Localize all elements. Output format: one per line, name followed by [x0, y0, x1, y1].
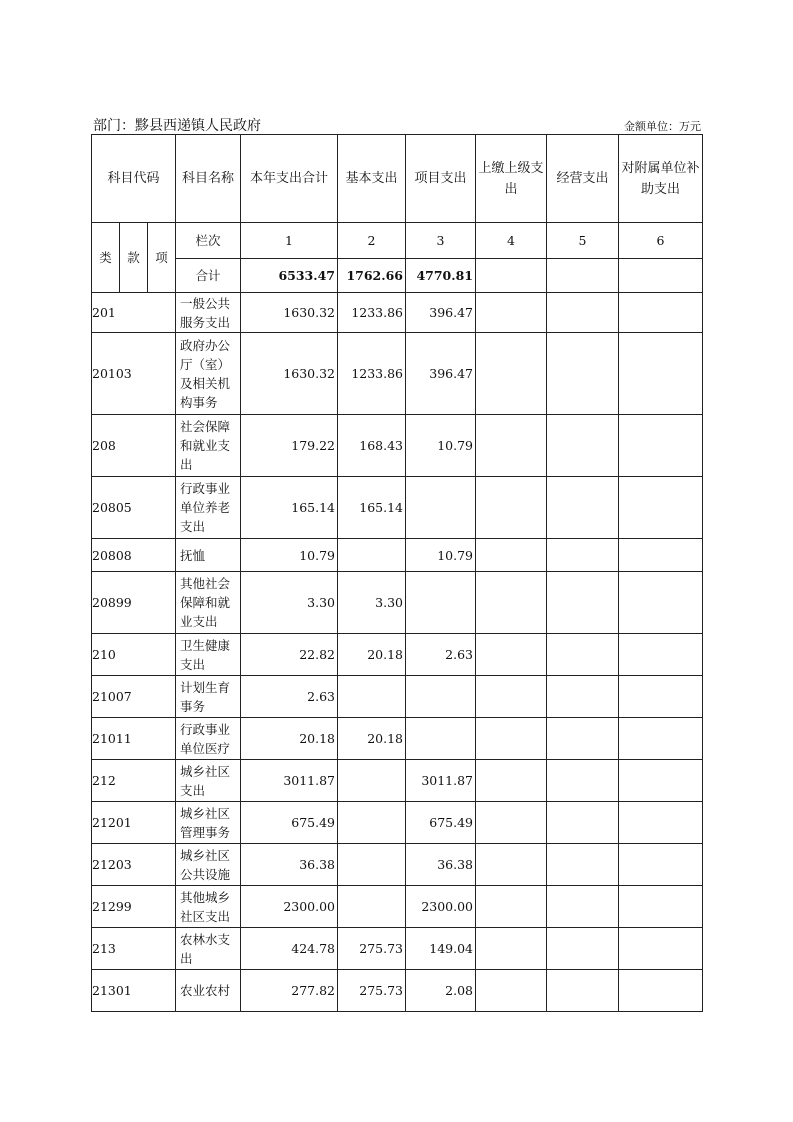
row-code: 20103	[92, 333, 176, 415]
row-code: 210	[92, 634, 176, 676]
total-basic: 1762.66	[338, 259, 406, 293]
row-total: 3011.87	[241, 760, 338, 802]
table-row	[92, 477, 703, 539]
row-basic	[338, 760, 406, 802]
row-code: 20805	[92, 477, 176, 539]
empty-cell	[619, 844, 703, 886]
row-project: 10.79	[406, 539, 476, 572]
row-project: 675.49	[406, 802, 476, 844]
amount-unit-label: 金额单位：万元	[624, 120, 701, 133]
row-name: 社会保障和就业支出	[176, 415, 241, 477]
empty-cell	[476, 760, 547, 802]
col-header-upper: 上缴上级支出	[476, 135, 547, 223]
row-code: 21011	[92, 718, 176, 760]
col-header-project: 项目支出	[406, 135, 476, 223]
row-name: 一般公共服务支出	[176, 293, 241, 333]
row-code: 208	[92, 415, 176, 477]
empty-cell	[547, 844, 619, 886]
empty-cell	[476, 970, 547, 1012]
row-total: 179.22	[241, 415, 338, 477]
row-basic: 20.18	[338, 718, 406, 760]
row-code: 21203	[92, 844, 176, 886]
row-project: 3011.87	[406, 760, 476, 802]
row-basic: 1233.86	[338, 293, 406, 333]
table-row	[92, 333, 703, 415]
row-project	[406, 718, 476, 760]
empty-cell	[619, 415, 703, 477]
table-row	[92, 415, 703, 477]
empty-cell	[619, 333, 703, 415]
total-row	[92, 259, 703, 293]
table-row	[92, 760, 703, 802]
row-code: 21007	[92, 676, 176, 718]
row-basic: 275.73	[338, 970, 406, 1012]
empty-cell	[547, 676, 619, 718]
row-name: 农林水支出	[176, 928, 241, 970]
row-name: 抚恤	[176, 539, 241, 572]
empty-cell	[547, 333, 619, 415]
total-amount: 6533.47	[241, 259, 338, 293]
empty-cell	[476, 293, 547, 333]
empty-cell	[476, 886, 547, 928]
col-header-basic: 基本支出	[338, 135, 406, 223]
row-total: 1630.32	[241, 333, 338, 415]
empty-cell	[547, 293, 619, 333]
col-number: 1	[241, 223, 338, 259]
table-row	[92, 928, 703, 970]
table-row	[92, 676, 703, 718]
row-basic	[338, 539, 406, 572]
row-project	[406, 477, 476, 539]
row-name: 行政事业单位医疗	[176, 718, 241, 760]
empty-cell	[476, 572, 547, 634]
row-project: 396.47	[406, 293, 476, 333]
row-name: 其他社会保障和就业支出	[176, 572, 241, 634]
row-project: 36.38	[406, 844, 476, 886]
empty-cell	[619, 572, 703, 634]
row-basic: 165.14	[338, 477, 406, 539]
table-row	[92, 844, 703, 886]
sub-header-xiang: 项	[148, 223, 176, 293]
row-project: 149.04	[406, 928, 476, 970]
row-name: 城乡社区公共设施	[176, 844, 241, 886]
row-code: 213	[92, 928, 176, 970]
row-project: 2.08	[406, 970, 476, 1012]
empty-cell	[619, 970, 703, 1012]
row-code: 20899	[92, 572, 176, 634]
row-name: 政府办公厅（室）及相关机构事务	[176, 333, 241, 415]
row-project: 10.79	[406, 415, 476, 477]
row-name: 计划生育事务	[176, 676, 241, 718]
table-row	[92, 293, 703, 333]
sub-header-lei: 类	[92, 223, 120, 293]
row-total: 36.38	[241, 844, 338, 886]
column-number-row	[92, 223, 703, 259]
row-project: 2300.00	[406, 886, 476, 928]
row-basic: 275.73	[338, 928, 406, 970]
row-basic	[338, 886, 406, 928]
empty-cell	[476, 928, 547, 970]
row-total: 675.49	[241, 802, 338, 844]
row-basic: 168.43	[338, 415, 406, 477]
empty-cell	[476, 333, 547, 415]
row-total: 20.18	[241, 718, 338, 760]
col-number: 3	[406, 223, 476, 259]
row-basic	[338, 676, 406, 718]
col-number: 2	[338, 223, 406, 259]
empty-cell	[619, 676, 703, 718]
row-name: 其他城乡社区支出	[176, 886, 241, 928]
empty-cell	[547, 259, 619, 293]
empty-cell	[476, 634, 547, 676]
row-name: 城乡社区支出	[176, 760, 241, 802]
row-code: 20808	[92, 539, 176, 572]
col-header-name: 科目名称	[176, 135, 241, 223]
col-header-subsidy: 对附属单位补助支出	[619, 135, 703, 223]
empty-cell	[476, 415, 547, 477]
row-code: 21299	[92, 886, 176, 928]
empty-cell	[547, 760, 619, 802]
empty-cell	[619, 539, 703, 572]
table-row	[92, 718, 703, 760]
table-row	[92, 886, 703, 928]
empty-cell	[547, 415, 619, 477]
table-row	[92, 572, 703, 634]
empty-cell	[476, 718, 547, 760]
expenditure-table	[91, 134, 703, 1012]
row-project: 396.47	[406, 333, 476, 415]
row-basic: 20.18	[338, 634, 406, 676]
table-row	[92, 970, 703, 1012]
row-basic: 1233.86	[338, 333, 406, 415]
row-name: 农业农村	[176, 970, 241, 1012]
col-number: 6	[619, 223, 703, 259]
empty-cell	[619, 477, 703, 539]
empty-cell	[547, 802, 619, 844]
empty-cell	[547, 477, 619, 539]
row-name: 城乡社区管理事务	[176, 802, 241, 844]
empty-cell	[476, 477, 547, 539]
col-header-operating: 经营支出	[547, 135, 619, 223]
total-label: 合计	[176, 259, 241, 293]
row-code: 212	[92, 760, 176, 802]
empty-cell	[619, 928, 703, 970]
empty-cell	[547, 970, 619, 1012]
row-code: 201	[92, 293, 176, 333]
row-total: 2300.00	[241, 886, 338, 928]
row-project	[406, 676, 476, 718]
empty-cell	[619, 718, 703, 760]
empty-cell	[547, 572, 619, 634]
sub-header-lanci: 栏次	[176, 223, 241, 259]
empty-cell	[619, 634, 703, 676]
col-number: 4	[476, 223, 547, 259]
empty-cell	[476, 802, 547, 844]
empty-cell	[619, 802, 703, 844]
row-code: 21301	[92, 970, 176, 1012]
table-header-row	[92, 135, 703, 223]
empty-cell	[547, 718, 619, 760]
row-total: 2.63	[241, 676, 338, 718]
row-total: 277.82	[241, 970, 338, 1012]
empty-cell	[547, 634, 619, 676]
row-total: 424.78	[241, 928, 338, 970]
col-header-total: 本年支出合计	[241, 135, 338, 223]
row-total: 165.14	[241, 477, 338, 539]
row-basic	[338, 844, 406, 886]
empty-cell	[476, 676, 547, 718]
table-row	[92, 539, 703, 572]
sub-header-kuan: 款	[120, 223, 148, 293]
col-header-code: 科目代码	[92, 135, 176, 223]
empty-cell	[619, 293, 703, 333]
empty-cell	[547, 928, 619, 970]
row-project	[406, 572, 476, 634]
empty-cell	[476, 259, 547, 293]
empty-cell	[547, 539, 619, 572]
row-total: 1630.32	[241, 293, 338, 333]
empty-cell	[547, 886, 619, 928]
row-project: 2.63	[406, 634, 476, 676]
row-name: 行政事业单位养老支出	[176, 477, 241, 539]
empty-cell	[476, 844, 547, 886]
table-row	[92, 802, 703, 844]
row-total: 3.30	[241, 572, 338, 634]
table-row	[92, 634, 703, 676]
row-name: 卫生健康支出	[176, 634, 241, 676]
empty-cell	[619, 886, 703, 928]
empty-cell	[619, 259, 703, 293]
total-project: 4770.81	[406, 259, 476, 293]
empty-cell	[619, 760, 703, 802]
row-code: 21201	[92, 802, 176, 844]
row-basic: 3.30	[338, 572, 406, 634]
empty-cell	[476, 539, 547, 572]
row-total: 10.79	[241, 539, 338, 572]
department-label: 部门：黟县西递镇人民政府	[93, 118, 261, 134]
row-total: 22.82	[241, 634, 338, 676]
col-number: 5	[547, 223, 619, 259]
row-basic	[338, 802, 406, 844]
